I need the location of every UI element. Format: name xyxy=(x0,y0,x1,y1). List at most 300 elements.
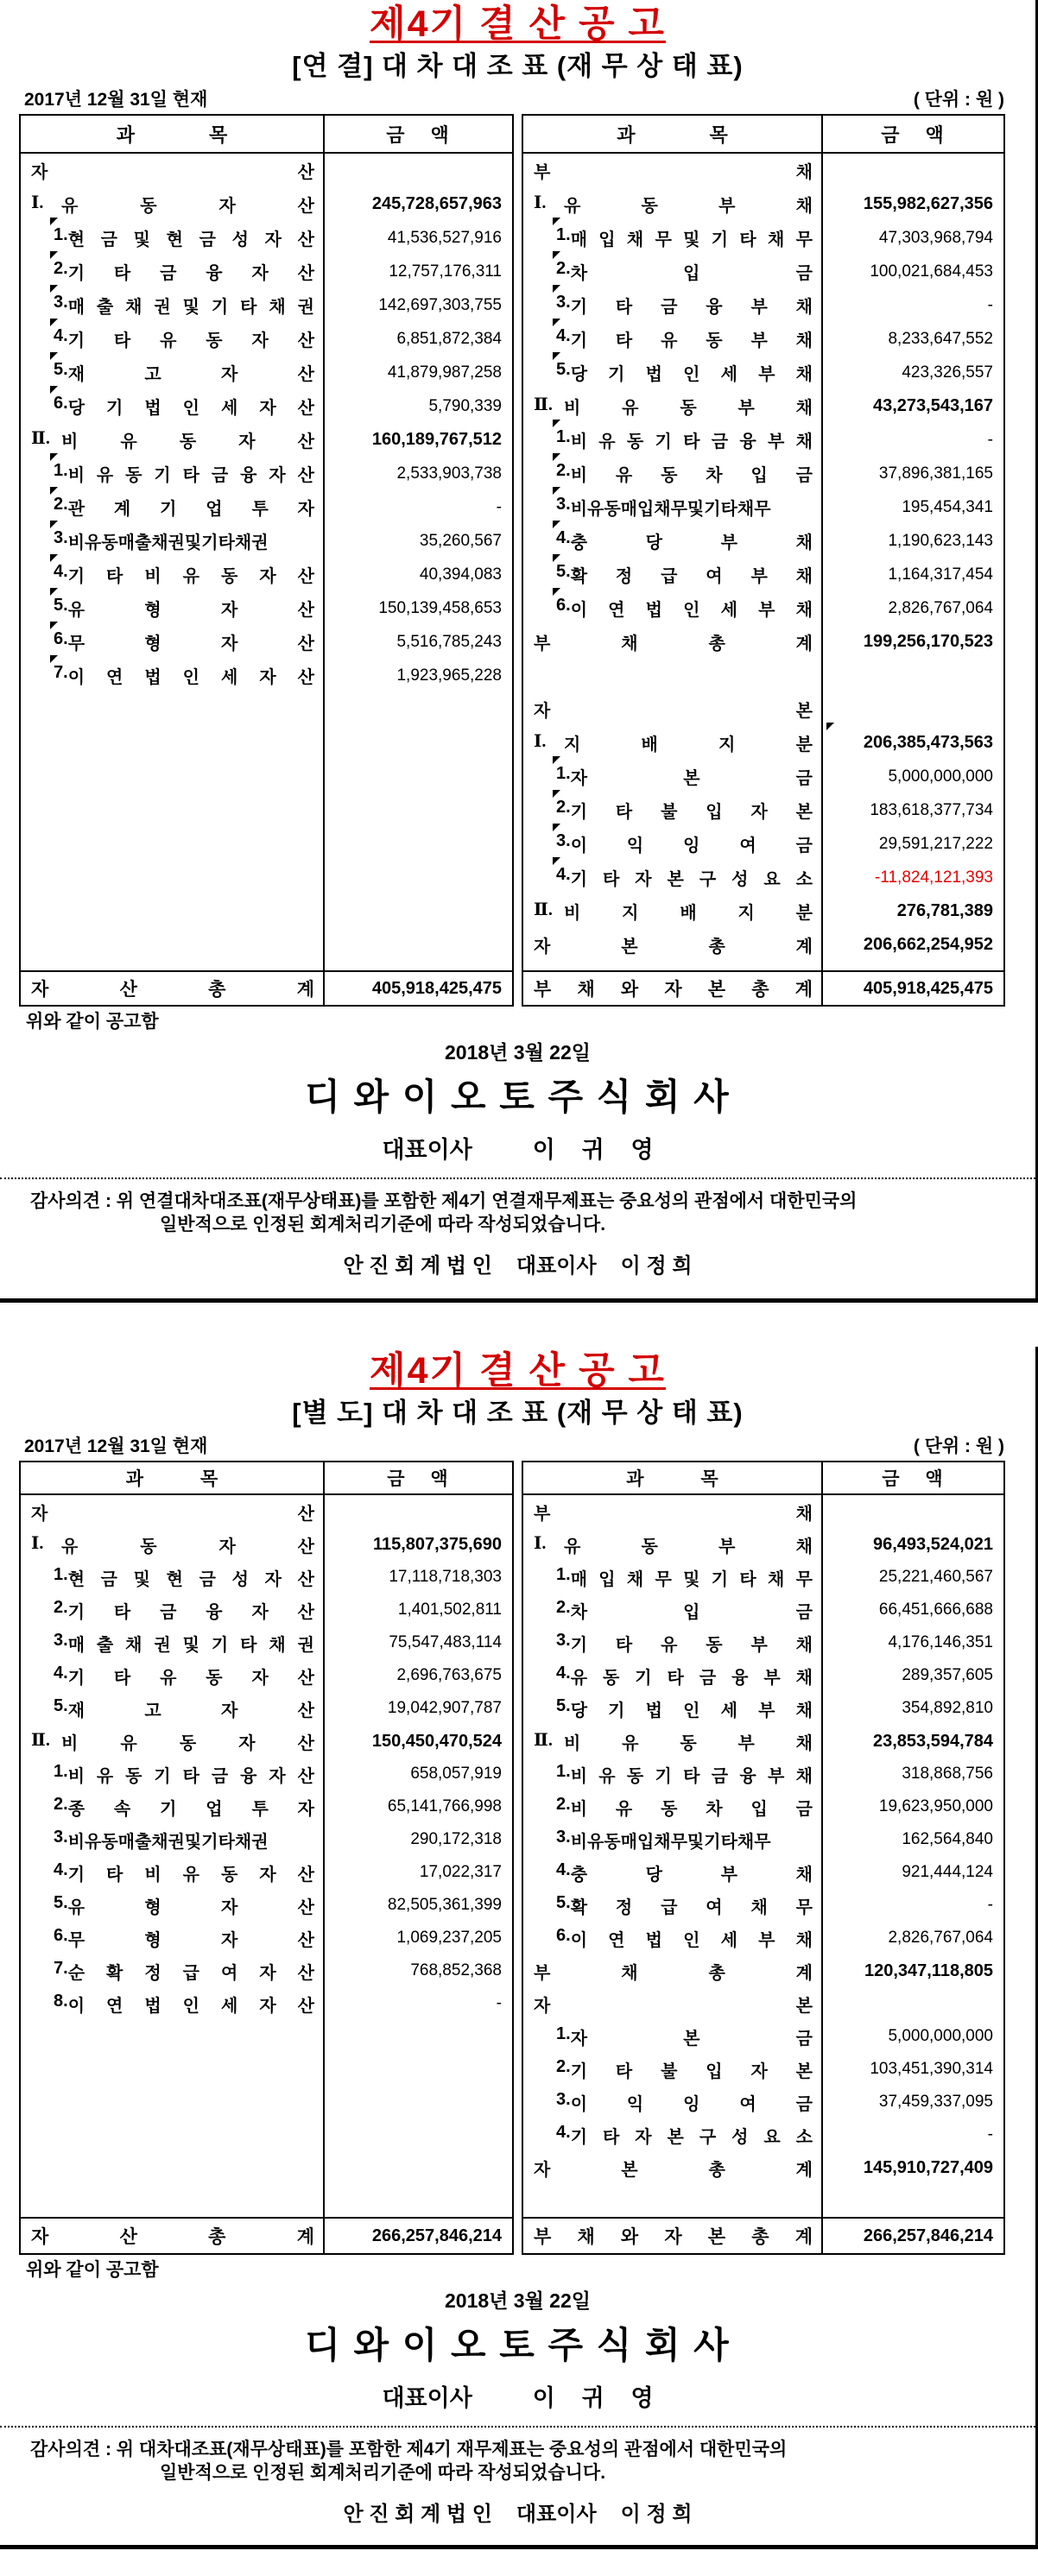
row-number: Ⅱ. xyxy=(534,900,553,919)
auditor-title: 대표이사 xyxy=(516,1254,597,1278)
total-label: 자 산 총 계 xyxy=(31,980,314,1000)
account-amount: - xyxy=(987,2125,993,2144)
sheet-row-major xyxy=(21,1528,512,1561)
account-amount: 160,189,767,512 xyxy=(371,430,502,449)
account-name: 자 산 xyxy=(31,163,314,182)
sheet-row-item xyxy=(21,558,512,591)
row-number: 4. xyxy=(556,1663,571,1683)
sheet-row-subtotal xyxy=(523,928,1003,962)
sheet-row-major xyxy=(21,187,512,221)
sheet-row-major xyxy=(523,894,1003,928)
row-number: 6. xyxy=(54,629,68,648)
row-number: 3. xyxy=(556,1827,571,1847)
sheet-row-head xyxy=(523,1495,1003,1528)
revision-mark-icon xyxy=(553,521,560,528)
sheet-row-item xyxy=(523,861,1003,894)
account-amount: 43,273,543,167 xyxy=(872,396,993,415)
sheet-row-item xyxy=(523,2053,1003,2086)
sheet-row-item xyxy=(523,760,1003,793)
sheet-row-item xyxy=(523,1922,1003,1954)
auditor-line xyxy=(0,2502,1035,2528)
account-amount: 768,852,368 xyxy=(410,1961,502,1979)
account-name: 종 속 기 업 투 자 xyxy=(67,1799,314,1819)
account-name: 무 형 자 산 xyxy=(67,635,314,653)
account-name: 기 타 금 융 자 산 xyxy=(67,1602,314,1622)
account-name: 자 본 총 계 xyxy=(534,2160,813,2180)
row-number: 5. xyxy=(556,562,571,581)
sheet-row-item xyxy=(523,1823,1003,1856)
ceo-line xyxy=(0,1136,1035,1164)
sheet-row-item xyxy=(523,1626,1003,1659)
account-name: 매 입 채 무 및 기 타 채 무 xyxy=(570,1569,813,1589)
sheet-row-item xyxy=(523,1692,1003,1725)
row-number: 1. xyxy=(556,1564,571,1584)
row-number: Ⅰ. xyxy=(31,1533,44,1553)
column-header-account: 과 목 xyxy=(617,123,728,146)
sheet-row-item xyxy=(21,1954,512,1987)
sheet-row-item xyxy=(21,1659,512,1692)
account-name: 기 타 비 유 동 자 산 xyxy=(67,1865,314,1885)
announcement-note: 위와 같이 공고함 xyxy=(26,1012,159,1032)
column-header-account: 과 목 xyxy=(116,123,228,146)
sheet-row-subtotal xyxy=(523,625,1003,659)
table-header xyxy=(21,116,512,154)
account-amount: 354,892,810 xyxy=(902,1699,993,1717)
row-number: 6. xyxy=(556,596,571,615)
statement-subtitle: [연 결] 대 차 대 조 표 (재 무 상 태 표) xyxy=(292,51,744,81)
sheet-row-item xyxy=(523,591,1003,625)
account-name: 매 출 채 권 및 기 타 채 권 xyxy=(67,298,314,317)
account-amount: 206,385,473,563 xyxy=(863,733,993,752)
table-body xyxy=(21,154,512,970)
sheet-row-item xyxy=(523,1659,1003,1692)
sheet-row-major xyxy=(21,423,512,457)
account-amount: 276,781,389 xyxy=(896,901,993,920)
auditor-title: 대표이사 xyxy=(516,2503,597,2526)
revision-mark-icon xyxy=(826,723,834,730)
account-name: 비 유 동 기 타 금 융 자 산 xyxy=(67,1766,314,1786)
revision-mark-icon xyxy=(553,453,560,461)
revision-mark-icon xyxy=(50,487,58,495)
account-name: 재 고 자 산 xyxy=(67,1701,314,1720)
account-name: 차 입 금 xyxy=(570,264,813,283)
account-amount: 25,221,460,567 xyxy=(878,1568,993,1586)
row-number: 3. xyxy=(556,2089,571,2109)
sheet-row-item xyxy=(523,221,1003,255)
sheet-row-item xyxy=(21,659,512,692)
account-name: 현 금 및 현 금 성 자 산 xyxy=(67,230,314,249)
account-name: 유 형 자 산 xyxy=(67,601,314,620)
account-name: 이 연 법 인 세 자 산 xyxy=(67,1996,314,2016)
account-amount: 75,547,483,114 xyxy=(389,1633,502,1651)
row-number: 1. xyxy=(556,2024,571,2043)
revision-mark-icon xyxy=(553,857,560,865)
ceo-name: 이 귀 영 xyxy=(532,2385,654,2411)
revision-mark-icon xyxy=(553,285,560,293)
balance-sheet-tables xyxy=(19,1461,1035,2255)
account-name: 무 형 자 산 xyxy=(67,1930,314,1950)
row-number: 2. xyxy=(556,1597,571,1617)
sheet-row-item xyxy=(523,1790,1003,1823)
sheet-row-item xyxy=(523,2086,1003,2118)
sheet-row-item xyxy=(523,2118,1003,2151)
account-amount: 290,172,318 xyxy=(410,1830,502,1848)
row-number: 4. xyxy=(54,1663,68,1683)
account-amount: - xyxy=(987,295,993,314)
row-number: 1. xyxy=(54,225,68,244)
row-number: 5. xyxy=(556,360,571,379)
account-amount: 5,000,000,000 xyxy=(888,2027,993,2045)
revision-mark-icon xyxy=(50,655,58,663)
balance-sheet-tables xyxy=(19,114,1035,1007)
account-name: 재 고 자 산 xyxy=(67,365,314,384)
sheet-row-item xyxy=(523,558,1003,591)
table-body xyxy=(523,154,1003,970)
row-number: 4. xyxy=(556,1859,571,1879)
account-name: 이 익 잉 여 금 xyxy=(570,837,813,856)
table-body xyxy=(523,1495,1003,2217)
revision-mark-icon xyxy=(553,251,560,259)
sheet-row-item xyxy=(21,322,512,356)
row-number: 3. xyxy=(54,293,68,312)
as-of-date: 2017년 12월 31일 현재 xyxy=(24,1436,208,1456)
account-amount: 6,851,872,384 xyxy=(396,329,502,348)
account-name: 관 계 기 업 투 자 xyxy=(67,500,314,519)
auditor-line xyxy=(0,1253,1035,1279)
account-name: 유 동 부 채 xyxy=(564,197,813,216)
account-name: 유 동 자 산 xyxy=(61,197,314,216)
account-name: 자 본 xyxy=(534,1996,813,2016)
row-number: 6. xyxy=(54,394,68,413)
sheet-row-major xyxy=(523,187,1003,221)
sheet-row-item xyxy=(21,625,512,659)
sheet-row-item xyxy=(21,288,512,322)
row-number: Ⅰ. xyxy=(534,1533,547,1553)
revision-mark-icon xyxy=(553,218,560,225)
account-name: 비유동매입채무및기타채무 xyxy=(570,1832,771,1852)
revision-mark-icon xyxy=(50,352,58,360)
account-name: 비유동매출채권및기타채권 xyxy=(67,1832,269,1852)
account-amount: 1,069,237,205 xyxy=(396,1929,502,1947)
column-header-amount: 금 액 xyxy=(386,123,449,146)
sheet-row-item xyxy=(21,1692,512,1725)
sheet-row-major xyxy=(523,726,1003,760)
revision-mark-icon xyxy=(50,554,58,562)
account-name: 이 연 법 인 세 부 채 xyxy=(570,1930,813,1950)
liabilities-equity-table xyxy=(522,114,1005,1007)
revision-mark-icon xyxy=(50,218,58,225)
account-amount: 66,451,666,688 xyxy=(878,1601,993,1619)
revision-mark-icon xyxy=(50,521,58,528)
row-number: 1. xyxy=(54,1761,68,1781)
row-number: 6. xyxy=(556,1925,571,1945)
account-name: 기 타 자 본 구 성 요 소 xyxy=(570,870,813,889)
meta-row xyxy=(0,90,1035,110)
account-amount: 206,662,254,952 xyxy=(863,935,993,954)
ceo-title: 대표이사 xyxy=(382,1137,472,1163)
sheet-row-item xyxy=(523,490,1003,524)
row-number: 4. xyxy=(556,865,571,884)
sheet-row-head xyxy=(523,692,1003,726)
account-name: 충 당 부 채 xyxy=(570,1865,813,1885)
liabilities-equity-table xyxy=(522,1461,1005,2255)
sheet-row-subtotal xyxy=(523,2151,1003,2184)
row-number: 4. xyxy=(556,326,571,345)
sheet-row-item xyxy=(523,457,1003,490)
account-name: 부 채 총 계 xyxy=(534,635,813,653)
revision-mark-icon xyxy=(50,319,58,326)
row-number: 5. xyxy=(556,1695,571,1715)
sheet-row-head xyxy=(21,1495,512,1528)
account-name: 비 유 동 기 타 금 융 부 채 xyxy=(570,432,813,451)
account-amount: 47,303,968,794 xyxy=(878,228,993,247)
account-amount: 19,623,950,000 xyxy=(878,1797,993,1815)
revision-mark-icon xyxy=(50,251,58,259)
row-number: 1. xyxy=(54,461,68,480)
ceo-name: 이 귀 영 xyxy=(532,1137,654,1163)
account-name: 순 확 정 급 여 자 산 xyxy=(67,1963,314,1983)
total-row xyxy=(523,970,1003,1005)
column-header-account: 과 목 xyxy=(626,1469,718,1489)
account-amount: -11,824,121,393 xyxy=(875,868,993,887)
account-name: 매 출 채 권 및 기 타 채 권 xyxy=(67,1635,314,1655)
account-name: 비 지 배 지 분 xyxy=(564,904,813,923)
account-amount: 23,853,594,784 xyxy=(872,1731,993,1751)
sheet-row-item xyxy=(21,1626,512,1659)
account-amount: 289,357,605 xyxy=(902,1666,993,1684)
account-name: 차 입 금 xyxy=(570,1602,813,1622)
sheet-row-item xyxy=(523,1594,1003,1626)
account-name: 부 채 총 계 xyxy=(534,1963,813,1983)
account-amount: 41,536,527,916 xyxy=(387,228,502,247)
account-name: 기 타 비 유 동 자 산 xyxy=(67,567,314,586)
assets-table xyxy=(19,1461,514,2255)
row-number: 2. xyxy=(54,495,68,514)
account-name: 비 유 동 차 입 금 xyxy=(570,1799,813,1819)
table-header xyxy=(21,1462,512,1495)
assets-table xyxy=(19,114,514,1007)
account-name: 비 유 동 부 채 xyxy=(564,399,813,418)
account-amount: 103,451,390,314 xyxy=(870,2060,993,2078)
row-number: 5. xyxy=(54,360,68,379)
row-number: Ⅰ. xyxy=(31,193,44,212)
sheet-row-item xyxy=(523,356,1003,389)
account-name: 자 본 금 xyxy=(570,769,813,788)
row-number: 2. xyxy=(54,1794,68,1814)
account-amount: - xyxy=(987,430,993,449)
account-name: 부 채 xyxy=(534,163,813,182)
row-number: 3. xyxy=(556,831,571,850)
revision-mark-icon xyxy=(50,453,58,461)
total-label: 부 채 와 자 본 총 계 xyxy=(534,2227,813,2247)
total-label: 부 채 와 자 본 총 계 xyxy=(534,980,813,1000)
account-name: 비유동매입채무및기타채무 xyxy=(570,500,771,519)
account-name: 유 형 자 산 xyxy=(67,1897,314,1917)
account-name: 기 타 유 동 자 산 xyxy=(67,331,314,350)
row-number: 2. xyxy=(556,798,571,817)
row-number: 1. xyxy=(556,1761,571,1781)
ceo-line xyxy=(0,2384,1035,2412)
table-header xyxy=(523,116,1003,154)
account-amount: 120,347,118,805 xyxy=(864,1960,993,1980)
account-name: 기 타 금 융 자 산 xyxy=(67,264,314,283)
sheet-row-item xyxy=(21,356,512,389)
row-number: Ⅱ. xyxy=(534,1730,553,1750)
company-name: 디 와 이 오 토 주 식 회 사 xyxy=(305,1076,731,1117)
account-name: 매 입 채 무 및 기 타 채 무 xyxy=(570,230,813,249)
account-amount: 150,139,458,653 xyxy=(378,598,502,617)
row-number: 5. xyxy=(54,1695,68,1715)
row-number: 1. xyxy=(556,764,571,783)
total-label: 자 산 총 계 xyxy=(31,2227,314,2247)
row-number: 5. xyxy=(54,1892,68,1912)
sheet-row-item xyxy=(523,793,1003,827)
account-amount: 40,394,083 xyxy=(419,565,502,584)
account-name: 확 정 급 여 부 채 xyxy=(570,567,813,586)
total-amount: 405,918,425,475 xyxy=(371,978,502,998)
account-amount: 29,591,217,222 xyxy=(878,834,993,853)
revision-mark-icon xyxy=(553,487,560,495)
sheet-row-item xyxy=(21,457,512,490)
account-amount: 4,176,146,351 xyxy=(888,1633,993,1651)
sheet-row-item xyxy=(21,1889,512,1922)
total-row xyxy=(21,2217,512,2253)
sheet-row-item xyxy=(523,1856,1003,1889)
sheet-row-item xyxy=(523,2020,1003,2053)
sheet-row-item xyxy=(21,1790,512,1823)
meta-row xyxy=(0,1436,1035,1457)
account-amount: 145,910,727,409 xyxy=(863,2157,993,2177)
row-number: 3. xyxy=(556,495,571,514)
account-name: 기 타 불 입 자 본 xyxy=(570,803,813,822)
audit-opinion-line1: 감사의견 : 위 연결대차대조표(재무상태표)를 포함한 제4기 연결재무제표는 중요성의 관점에서 대한민국의 xyxy=(30,1191,858,1211)
account-name: 기 타 불 입 자 본 xyxy=(570,2061,813,2081)
account-name: 부 채 xyxy=(534,1504,813,1524)
revision-mark-icon xyxy=(50,285,58,293)
sheet-row-item xyxy=(523,1758,1003,1790)
audit-opinion-line2: 일반적으로 인정된 회계처리기준에 따라 작성되었습니다. xyxy=(160,2463,606,2483)
account-amount: 155,982,627,356 xyxy=(863,194,993,213)
sheet-row-item xyxy=(21,1856,512,1889)
account-name: 충 당 부 채 xyxy=(570,534,813,552)
audit-opinion xyxy=(0,1190,1035,1236)
account-name: 이 연 법 인 세 부 채 xyxy=(570,601,813,620)
account-name: 이 익 잉 여 금 xyxy=(570,2094,813,2114)
sheet-row-item xyxy=(523,827,1003,861)
revision-mark-icon xyxy=(553,824,560,831)
sheet-row-item xyxy=(21,1987,512,2020)
sheet-row-head xyxy=(523,1987,1003,2020)
account-amount: 37,459,337,095 xyxy=(878,2093,993,2111)
dotted-divider xyxy=(0,1178,1035,1179)
account-amount: 2,826,767,064 xyxy=(888,598,993,617)
ceo-title: 대표이사 xyxy=(382,2385,472,2411)
account-name: 지 배 지 분 xyxy=(564,736,813,754)
revision-mark-icon xyxy=(553,352,560,360)
row-number: 3. xyxy=(54,1827,68,1847)
column-header-amount: 금 액 xyxy=(881,123,944,146)
account-amount: 17,118,718,303 xyxy=(389,1568,502,1586)
sheet-row-item xyxy=(21,1758,512,1790)
row-number: 2. xyxy=(54,1597,68,1617)
sheet-row-item xyxy=(523,524,1003,558)
auditor-firm: 안 진 회 계 법 인 xyxy=(343,2503,492,2526)
sheet-row-subtotal xyxy=(523,1954,1003,1987)
audit-opinion-line1: 감사의견 : 위 대차대조표(재무상태표)를 포함한 제4기 재무제표는 중요성의 관점에서 대한민국의 xyxy=(30,2440,788,2459)
account-amount: 142,697,303,755 xyxy=(378,295,502,314)
as-of-date: 2017년 12월 31일 현재 xyxy=(24,90,208,110)
sheet-row-item xyxy=(21,255,512,288)
account-amount: 245,728,657,963 xyxy=(371,194,502,213)
sheet-row-major xyxy=(523,1725,1003,1758)
row-number: Ⅱ. xyxy=(534,395,553,414)
row-number: 3. xyxy=(556,293,571,312)
unit-label: ( 단위 : 원 ) xyxy=(913,1436,1004,1456)
sheet-row-item xyxy=(21,1594,512,1626)
account-amount: - xyxy=(496,497,502,516)
revision-mark-icon xyxy=(553,588,560,596)
sheet-row-blank xyxy=(523,659,1003,692)
account-amount: 150,450,470,524 xyxy=(371,1731,502,1751)
row-number: 2. xyxy=(556,461,571,480)
account-amount: 921,444,124 xyxy=(902,1863,993,1881)
account-amount: 65,141,766,998 xyxy=(387,1797,502,1815)
account-amount: 8,233,647,552 xyxy=(888,329,993,348)
row-number: 3. xyxy=(54,1630,68,1650)
row-number: 3. xyxy=(556,1630,571,1650)
account-amount: 5,790,339 xyxy=(428,396,502,415)
row-number: 4. xyxy=(54,1859,68,1879)
revision-mark-icon xyxy=(50,588,58,596)
total-row xyxy=(21,970,512,1005)
account-name: 유 동 자 산 xyxy=(61,1537,314,1556)
row-number: 5. xyxy=(556,1892,571,1912)
sheet-row-item xyxy=(21,221,512,255)
row-number: 2. xyxy=(556,1794,571,1814)
account-amount: 41,879,987,258 xyxy=(387,363,502,382)
account-name: 기 타 유 동 자 산 xyxy=(67,1668,314,1688)
page-title: 제4기 결 산 공 고 xyxy=(370,1350,666,1392)
row-number: 2. xyxy=(556,259,571,278)
total-amount: 405,918,425,475 xyxy=(863,978,993,998)
account-amount: 183,618,377,734 xyxy=(870,800,993,819)
table-body xyxy=(21,1495,512,2217)
sheet-row-item xyxy=(21,524,512,558)
sheet-row-item xyxy=(523,255,1003,288)
sheet-row-item xyxy=(21,389,512,423)
sheet-row-item xyxy=(21,1561,512,1594)
sheet-row-head xyxy=(523,154,1003,187)
row-number: 5. xyxy=(54,596,68,615)
account-name: 당 기 법 인 세 부 채 xyxy=(570,1701,813,1720)
audit-opinion xyxy=(0,2438,1035,2484)
account-amount: 12,757,176,311 xyxy=(389,262,502,281)
account-name: 당 기 법 인 세 부 채 xyxy=(570,365,813,384)
announcement-note: 위와 같이 공고함 xyxy=(26,2260,159,2280)
row-number: 7. xyxy=(54,1958,68,1978)
sheet-row-item xyxy=(523,423,1003,457)
account-name: 기 타 자 본 구 성 요 소 xyxy=(570,2127,813,2147)
account-name: 기 타 유 동 부 채 xyxy=(570,1635,813,1655)
account-amount: 162,564,840 xyxy=(902,1830,993,1848)
row-number: 1. xyxy=(54,1564,68,1584)
table-header xyxy=(523,1462,1003,1495)
row-number: 2. xyxy=(54,259,68,278)
account-amount: 96,493,524,021 xyxy=(872,1534,993,1554)
row-number: 4. xyxy=(54,562,68,581)
row-number: 1. xyxy=(556,225,571,244)
account-amount: 5,516,785,243 xyxy=(396,632,502,651)
